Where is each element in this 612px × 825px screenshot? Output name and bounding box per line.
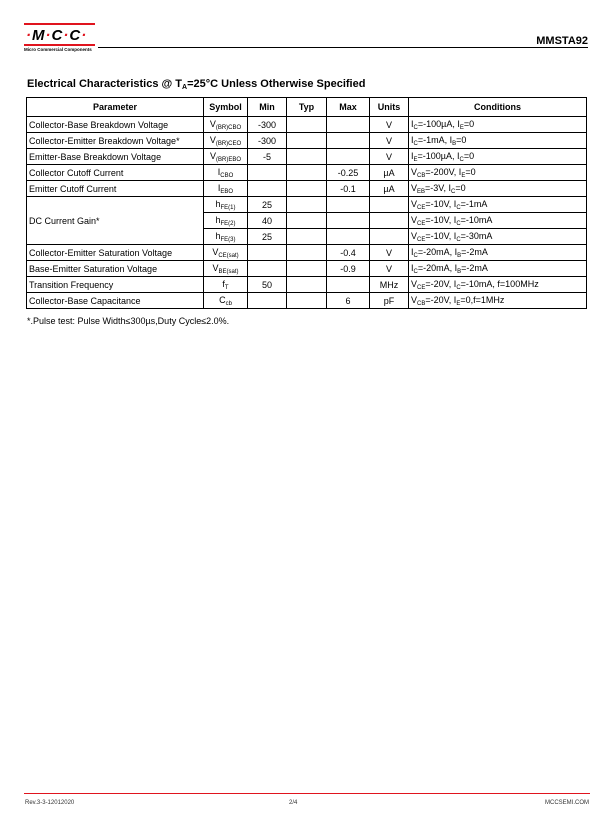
- table-row: [27, 181, 587, 197]
- condition-text: =-10V, I: [425, 214, 457, 225]
- conditions-cell: [409, 261, 587, 277]
- units-cell: MHz: [370, 277, 409, 293]
- condition-text: V: [411, 182, 418, 193]
- parameter-cell: Collector-Emitter Saturation Voltage: [27, 245, 204, 261]
- min-cell: -300: [248, 117, 287, 133]
- condition-text: I: [411, 134, 414, 145]
- table-row: [27, 277, 587, 293]
- conditions-cell: [409, 197, 587, 213]
- condition-subscript: CE: [417, 236, 426, 243]
- parameter-cell: Transition Frequency: [27, 277, 204, 293]
- symbol-base: V: [209, 118, 216, 129]
- condition-subscript: C: [413, 268, 418, 275]
- symbol-base: V: [209, 134, 216, 145]
- condition-subscript: CE: [417, 204, 426, 211]
- table-row: [27, 197, 587, 213]
- max-cell: -0.25: [327, 165, 370, 181]
- condition-text: =-2mA: [461, 246, 488, 257]
- condition-text: V: [411, 230, 418, 241]
- condition-text: =-3V, I: [425, 182, 451, 193]
- column-header: Units: [370, 98, 409, 117]
- max-cell: -0.9: [327, 261, 370, 277]
- symbol-base: h: [215, 198, 221, 209]
- symbol-subscript: cb: [225, 300, 232, 307]
- symbol-subscript: EBO: [220, 188, 234, 195]
- condition-subscript: C: [456, 284, 461, 291]
- symbol-base: I: [217, 166, 221, 177]
- condition-subscript: B: [457, 268, 462, 275]
- symbol-base: V: [212, 262, 219, 273]
- typ-cell: [287, 133, 327, 149]
- column-header: Symbol: [204, 98, 248, 117]
- condition-text: V: [411, 294, 418, 305]
- units-cell: pF: [370, 293, 409, 309]
- condition-text: =-10V, I: [425, 230, 457, 241]
- units-cell: [370, 197, 409, 213]
- min-cell: [248, 181, 287, 197]
- mcc-logo: ·M·C·C· Micro Commercial Components: [24, 23, 95, 52]
- column-header: Typ: [287, 98, 327, 117]
- symbol-cell: [204, 165, 248, 181]
- symbol-cell: [204, 261, 248, 277]
- table-row: [27, 261, 587, 277]
- condition-subscript: C: [456, 204, 461, 211]
- condition-subscript: C: [456, 220, 461, 227]
- condition-subscript: E: [461, 172, 466, 179]
- condition-text: =-100µA, I: [417, 118, 460, 129]
- footer-divider: [24, 793, 590, 794]
- units-cell: V: [370, 133, 409, 149]
- conditions-cell: [409, 213, 587, 229]
- symbol-cell: [204, 197, 248, 213]
- condition-subscript: CE: [417, 220, 426, 227]
- typ-cell: [287, 181, 327, 197]
- typ-cell: [287, 117, 327, 133]
- max-cell: -0.4: [327, 245, 370, 261]
- symbol-subscript: T: [224, 284, 229, 291]
- units-cell: [370, 229, 409, 245]
- symbol-subscript: CBO: [220, 172, 234, 179]
- condition-subscript: C: [459, 156, 464, 163]
- min-cell: [248, 165, 287, 181]
- max-cell: [327, 197, 370, 213]
- typ-cell: [287, 197, 327, 213]
- condition-text: =-10V, I: [425, 198, 457, 209]
- condition-text: =-10mA, f=100MHz: [460, 278, 539, 289]
- condition-text: V: [411, 166, 418, 177]
- parameter-cell: Collector-Base Capacitance: [27, 293, 204, 309]
- column-header: Max: [327, 98, 370, 117]
- revision: Rev.3-3-12012020: [25, 800, 75, 806]
- min-cell: -5: [248, 149, 287, 165]
- conditions-cell: [409, 245, 587, 261]
- condition-text: =-200V, I: [425, 166, 462, 177]
- condition-text: I: [411, 262, 414, 273]
- symbol-subscript: FE(1): [220, 204, 236, 211]
- typ-cell: [287, 213, 327, 229]
- condition-subscript: CE: [417, 284, 426, 291]
- conditions-cell: [409, 277, 587, 293]
- max-cell: [327, 229, 370, 245]
- symbol-cell: [204, 213, 248, 229]
- min-cell: 25: [248, 197, 287, 213]
- conditions-cell: [409, 149, 587, 165]
- symbol-base: C: [219, 294, 226, 305]
- condition-subscript: E: [459, 124, 464, 131]
- header-divider: [98, 47, 588, 48]
- condition-text: =-10mA: [460, 214, 493, 225]
- website: MCCSEMI.COM: [545, 800, 589, 806]
- symbol-subscript: BE(sat): [218, 268, 239, 275]
- symbol-subscript: (BR)CBO: [215, 124, 242, 131]
- symbol-base: V: [209, 150, 216, 161]
- units-cell: [370, 213, 409, 229]
- condition-subscript: C: [456, 236, 461, 243]
- column-header: Parameter: [27, 98, 204, 117]
- page-number: 2/4: [289, 800, 298, 806]
- symbol-base: f: [222, 278, 225, 289]
- symbol-cell: [204, 293, 248, 309]
- table-row: [27, 133, 587, 149]
- condition-text: =-20V, I: [425, 294, 457, 305]
- symbol-cell: [204, 133, 248, 149]
- condition-subscript: C: [450, 188, 456, 195]
- symbol-cell: [204, 229, 248, 245]
- typ-cell: [287, 277, 327, 293]
- condition-text: V: [411, 198, 418, 209]
- parameter-cell: Base-Emitter Saturation Voltage: [27, 261, 204, 277]
- symbol-cell: [204, 117, 248, 133]
- max-cell: [327, 117, 370, 133]
- conditions-cell: [409, 181, 587, 197]
- condition-text: V: [411, 214, 418, 225]
- condition-text: =-1mA: [460, 198, 488, 209]
- min-cell: [248, 293, 287, 309]
- parameter-cell: DC Current Gain*: [27, 197, 204, 245]
- condition-text: =-20V, I: [425, 278, 457, 289]
- symbol-base: h: [215, 214, 221, 225]
- parameter-cell: Collector-Emitter Breakdown Voltage*: [27, 133, 204, 149]
- condition-text: =-1mA, I: [417, 134, 453, 145]
- footnote: *.Pulse test: Pulse Width≤300µs,Duty Cycle≤2.0%.: [27, 316, 230, 326]
- symbol-subscript: FE(3): [220, 236, 236, 243]
- condition-subscript: B: [457, 252, 462, 259]
- max-cell: [327, 149, 370, 165]
- condition-text: =0: [463, 118, 475, 129]
- condition-text: =0: [463, 150, 475, 161]
- column-header: Min: [248, 98, 287, 117]
- symbol-cell: [204, 181, 248, 197]
- parameter-cell: Emitter Cutoff Current: [27, 181, 204, 197]
- max-cell: [327, 213, 370, 229]
- typ-cell: [287, 165, 327, 181]
- condition-text: =-30mA: [460, 230, 493, 241]
- logo-subtitle: Micro Commercial Components: [24, 47, 92, 52]
- section-title: Electrical Characteristics @ $T_A=25^\circ C$ Unless Otherwise Specified: [27, 78, 366, 91]
- typ-cell: [287, 293, 327, 309]
- conditions-cell: [409, 229, 587, 245]
- condition-text: =-20mA, I: [417, 246, 458, 257]
- condition-text: =-20mA, I: [417, 262, 458, 273]
- conditions-cell: [409, 133, 587, 149]
- part-number: MMSTA92: [536, 35, 588, 47]
- condition-text: =0,f=1MHz: [460, 294, 505, 305]
- table-row: [27, 165, 587, 181]
- symbol-subscript: (BR)EBO: [216, 156, 242, 163]
- condition-text: I: [411, 118, 414, 129]
- symbol-subscript: (BR)CEO: [215, 140, 242, 147]
- column-header: Conditions: [409, 98, 587, 117]
- units-cell: µA: [370, 181, 409, 197]
- conditions-cell: [409, 293, 587, 309]
- min-cell: [248, 261, 287, 277]
- table-row: [27, 245, 587, 261]
- condition-text: =0: [455, 182, 466, 193]
- conditions-cell: [409, 117, 587, 133]
- symbol-base: h: [215, 230, 221, 241]
- condition-text: =-2mA: [461, 262, 488, 273]
- min-cell: 25: [248, 229, 287, 245]
- parameter-cell: Collector-Base Breakdown Voltage: [27, 117, 204, 133]
- typ-cell: [287, 245, 327, 261]
- conditions-cell: [409, 165, 587, 181]
- units-cell: V: [370, 149, 409, 165]
- condition-text: I: [411, 150, 414, 161]
- condition-subscript: EB: [417, 188, 426, 195]
- symbol-base: I: [217, 182, 221, 193]
- condition-text: =0: [456, 134, 467, 145]
- condition-text: V: [411, 278, 418, 289]
- condition-subscript: CB: [417, 300, 426, 307]
- condition-subscript: C: [413, 252, 418, 259]
- typ-cell: [287, 149, 327, 165]
- symbol-cell: [204, 245, 248, 261]
- symbol-cell: [204, 277, 248, 293]
- units-cell: µA: [370, 165, 409, 181]
- condition-subscript: B: [452, 140, 457, 147]
- condition-text: =0: [465, 166, 476, 177]
- table-row: [27, 293, 587, 309]
- parameter-cell: Emitter-Base Breakdown Voltage: [27, 149, 204, 165]
- typ-cell: [287, 229, 327, 245]
- parameter-cell: Collector Cutoff Current: [27, 165, 204, 181]
- condition-text: I: [411, 246, 414, 257]
- symbol-subscript: CE(sat): [218, 252, 239, 259]
- electrical-characteristics-table: [26, 97, 587, 309]
- min-cell: 40: [248, 213, 287, 229]
- max-cell: [327, 277, 370, 293]
- symbol-cell: [204, 149, 248, 165]
- min-cell: -300: [248, 133, 287, 149]
- min-cell: 50: [248, 277, 287, 293]
- condition-subscript: E: [456, 300, 461, 307]
- symbol-subscript: FE(2): [220, 220, 236, 227]
- table-row: [27, 149, 587, 165]
- max-cell: 6: [327, 293, 370, 309]
- units-cell: V: [370, 245, 409, 261]
- units-cell: V: [370, 261, 409, 277]
- max-cell: [327, 133, 370, 149]
- condition-subscript: C: [413, 124, 418, 131]
- table-row: [27, 117, 587, 133]
- max-cell: -0.1: [327, 181, 370, 197]
- typ-cell: [287, 261, 327, 277]
- min-cell: [248, 245, 287, 261]
- condition-subscript: C: [413, 140, 418, 147]
- condition-subscript: E: [413, 156, 418, 163]
- units-cell: V: [370, 117, 409, 133]
- condition-subscript: CB: [417, 172, 426, 179]
- symbol-base: V: [212, 246, 219, 257]
- condition-text: =-100µA, I: [417, 150, 460, 161]
